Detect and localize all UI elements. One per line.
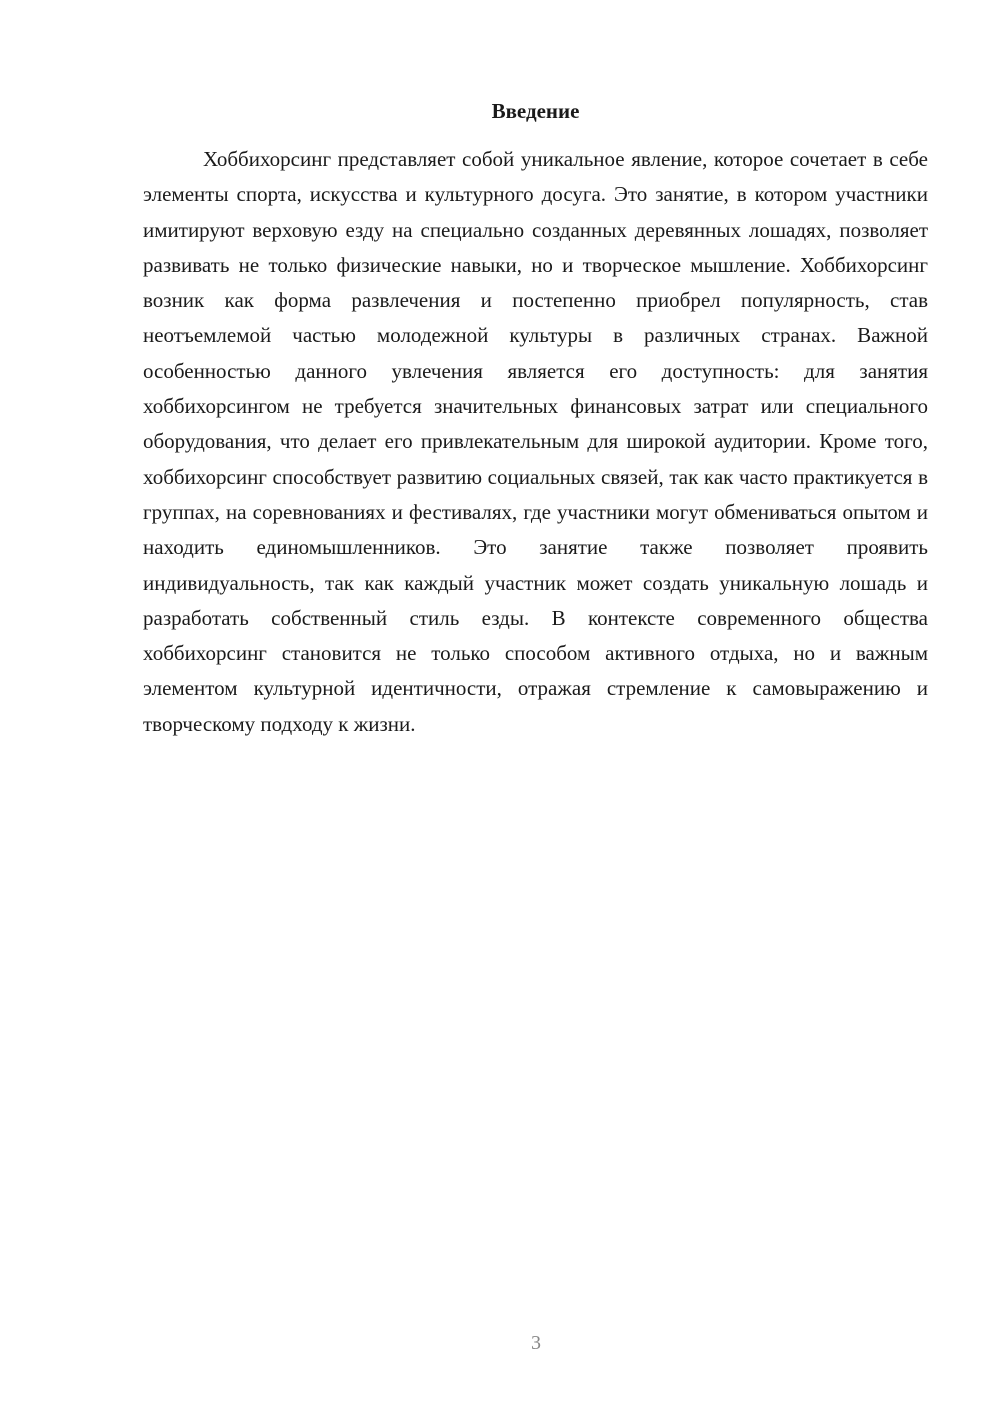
section-heading: Введение [491,99,580,123]
page-number: 3 [531,1332,541,1354]
body-paragraph: Хоббихорсинг представляет собой уникальное явление, которое сочетает в себе элементы спорта, искусства и культурного досуга. Это занятие, в котором участники имитируют верховую езду на специально созданных деревянных лошадях, позволяет развивать не только физические навыки, но и творческое мышление. Хоббихорсинг возник как форма развлечения и постепенно приобрел популярность, став неотъемлемой частью молодежной культуры в различных странах. Важной особенностью данного увлечения является его доступность: для занятия хоббихорсингом не требуется значительных финансовых затрат или специального оборудования, что делает его привлекательным для широкой аудитории. Кроме того, хоббихорсинг способствует развитию социальных связей, так как часто практикуется в группах, на соревнованиях и фестивалях, где участники могут обмениваться опытом и находить единомышленников. Это занятие также позволяет проявить индивидуальность, так как каждый участник может создать уникальную лошадь и разработать собственный стиль езды. В контексте современного общества хоббихорсинг становится не только способом активного отдыха, но и важным элементом культурной идентичности, отражая стремление к самовыражению и творческому подходу к жизни. [143,147,928,736]
